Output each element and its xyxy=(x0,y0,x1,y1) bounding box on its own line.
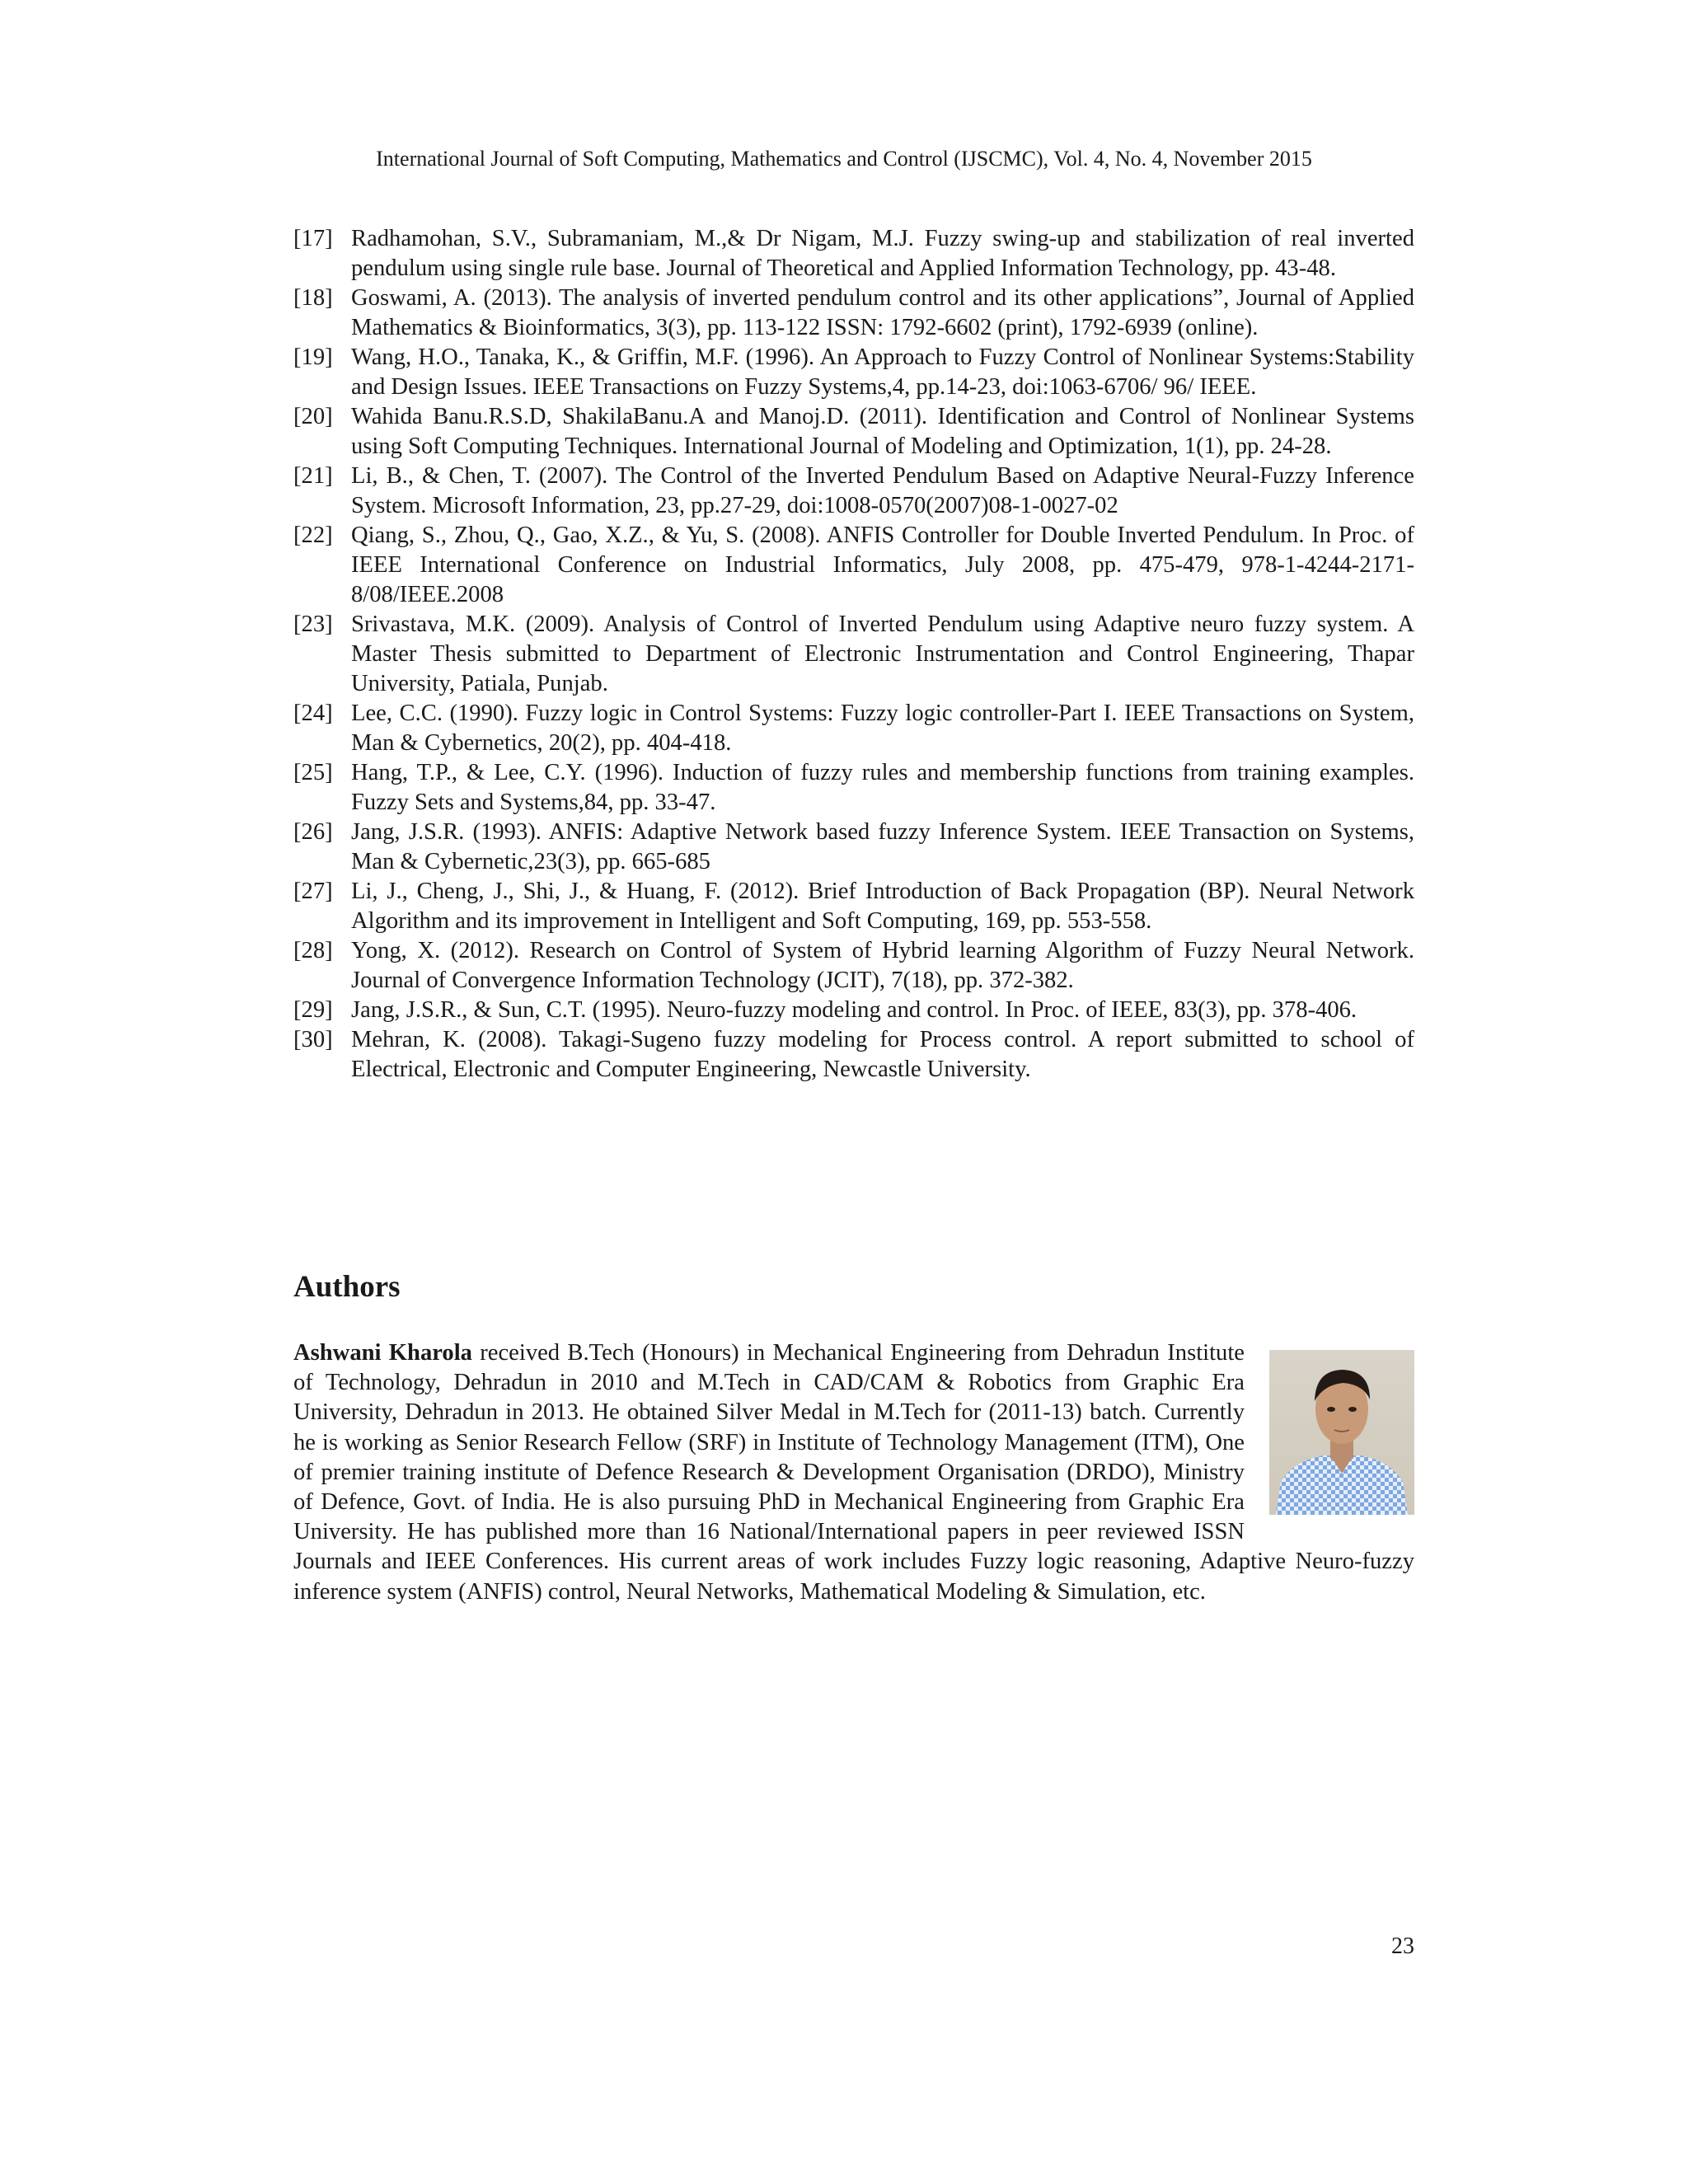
reference-item xyxy=(293,284,1414,343)
reference-item xyxy=(293,610,1414,699)
reference-text: Srivastava, M.K. (2009). Analysis of Control of Inverted Pendulum using Adaptive neuro fuzzy system. A Master Thesis submitted to Department of Electronic Instrumentation and Control Engineering, Thapar University, Patiala, Punjab. xyxy=(351,612,1414,696)
reference-number: [22] xyxy=(293,523,333,548)
reference-text: Yong, X. (2012). Research on Control of System of Hybrid learning Algorithm of Fuzzy Neural Network. Journal of Convergence Information Technology (JCIT), 7(18), pp. 372-382. xyxy=(351,938,1414,993)
reference-number: [21] xyxy=(293,463,333,489)
reference-item xyxy=(293,758,1414,818)
reference-text: Radhamohan, S.V., Subramaniam, M.,& Dr Nigam, M.J. Fuzzy swing-up and stabilization of real inverted pendulum using single rule base. Journal of Theoretical and Applied Information Technology, pp. 43-48. xyxy=(351,226,1414,281)
reference-item xyxy=(293,521,1414,610)
author-name: Ashwani Kharola xyxy=(293,1340,472,1366)
running-header: International Journal of Soft Computing, Mathematics and Control (IJSCMC), Vol. 4, No. 4, November 2015 xyxy=(376,147,1312,171)
reference-number: [30] xyxy=(293,1027,333,1052)
reference-number: [25] xyxy=(293,760,333,785)
reference-item xyxy=(293,699,1414,758)
author-bio xyxy=(293,1338,1414,1607)
reference-item xyxy=(293,343,1414,402)
page-number: 23 xyxy=(1391,1933,1414,1959)
reference-text: Wang, H.O., Tanaka, K., & Griffin, M.F. (1996). An Approach to Fuzzy Control of Nonlinear Systems:Stability and Design Issues. IEEE Transactions on Fuzzy Systems,4, pp.14-23, doi:1063-6706/ 96/ IEEE. xyxy=(351,344,1414,400)
reference-text: Jang, J.S.R., & Sun, C.T. (1995). Neuro-fuzzy modeling and control. In Proc. of IEEE, 83(3), pp. 378-406. xyxy=(351,997,1357,1023)
reference-number: [18] xyxy=(293,285,333,311)
reference-text: Wahida Banu.R.S.D, ShakilaBanu.A and Manoj.D. (2011). Identification and Control of Nonlinear Systems using Soft Computing Techniques. International Journal of Modeling and Optimization, 1(1), pp. 24-28. xyxy=(351,404,1414,459)
reference-text: Goswami, A. (2013). The analysis of inverted pendulum control and its other applications”, Journal of Applied Mathematics & Bioinformatics, 3(3), pp. 113-122 ISSN: 1792-6602 (print), 1792-6939 (online). xyxy=(351,285,1414,340)
reference-item xyxy=(293,402,1414,462)
reference-number: [27] xyxy=(293,879,333,904)
author-photo xyxy=(1269,1350,1414,1515)
authors-heading: Authors xyxy=(293,1270,401,1304)
reference-text: Hang, T.P., & Lee, C.Y. (1996). Induction of fuzzy rules and membership functions from training examples. Fuzzy Sets and Systems,84, pp. 33-47. xyxy=(351,760,1414,815)
reference-item xyxy=(293,1025,1414,1085)
reference-item xyxy=(293,996,1414,1025)
reference-number: [23] xyxy=(293,612,333,637)
reference-list xyxy=(293,224,1414,1085)
reference-number: [28] xyxy=(293,938,333,963)
author-bio-text: received B.Tech (Honours) in Mechanical Engineering from Dehradun Institute of Technology, Dehradun in 2010 and M.Tech in CAD/CAM & Robotics from Graphic Era University, Dehradun in 2013. He obtained Silver Medal in M.Tech for (2011-13) batch. Currently he is working as Senior Research Fellow (SRF) in Institute of Technology Management (ITM), One of premier training institute of Defence Research & Development Organisation (DRDO), Ministry of Defence, Govt. of India. He is also pursuing PhD in Mechanical Engineering from Graphic Era University. He has published more than 16 National/International papers in peer reviewed ISSN Journals and IEEE Conferences. His current areas of work includes Fuzzy logic reasoning, Adaptive Neuro-fuzzy inference system (ANFIS) control, Neural Networks, Mathematical Modeling & Simulation, etc. xyxy=(293,1340,1414,1605)
reference-item xyxy=(293,224,1414,284)
reference-text: Lee, C.C. (1990). Fuzzy logic in Control Systems: Fuzzy logic controller-Part I. IEEE Transactions on System, Man & Cybernetics, 20(2), pp. 404-418. xyxy=(351,701,1414,756)
reference-text: Li, J., Cheng, J., Shi, J., & Huang, F. (2012). Brief Introduction of Back Propagation (BP). Neural Network Algorithm and its improvement in Intelligent and Soft Computing, 169, pp. 553-558. xyxy=(351,879,1414,934)
reference-item xyxy=(293,936,1414,996)
reference-text: Qiang, S., Zhou, Q., Gao, X.Z., & Yu, S. (2008). ANFIS Controller for Double Inverted Pendulum. In Proc. of IEEE International Conference on Industrial Informatics, July 2008, pp. 475-479, 978-1-4244-2171-8/08/IEEE.2008 xyxy=(351,523,1414,607)
reference-item xyxy=(293,877,1414,936)
reference-number: [29] xyxy=(293,997,333,1023)
reference-number: [20] xyxy=(293,404,333,429)
reference-number: [24] xyxy=(293,701,333,726)
reference-text: Jang, J.S.R. (1993). ANFIS: Adaptive Network based fuzzy Inference System. IEEE Transaction on Systems, Man & Cybernetic,23(3), pp. 665-685 xyxy=(351,819,1414,874)
reference-item xyxy=(293,462,1414,521)
reference-number: [17] xyxy=(293,226,333,251)
reference-number: [19] xyxy=(293,344,333,370)
reference-number: [26] xyxy=(293,819,333,845)
reference-text: Li, B., & Chen, T. (2007). The Control of the Inverted Pendulum Based on Adaptive Neural-Fuzzy Inference System. Microsoft Information, 23, pp.27-29, doi:1008-0570(2007)08-1-0027-02 xyxy=(351,463,1414,518)
reference-text: Mehran, K. (2008). Takagi-Sugeno fuzzy modeling for Process control. A report submitted to school of Electrical, Electronic and Computer Engineering, Newcastle University. xyxy=(351,1027,1414,1082)
reference-item xyxy=(293,818,1414,877)
